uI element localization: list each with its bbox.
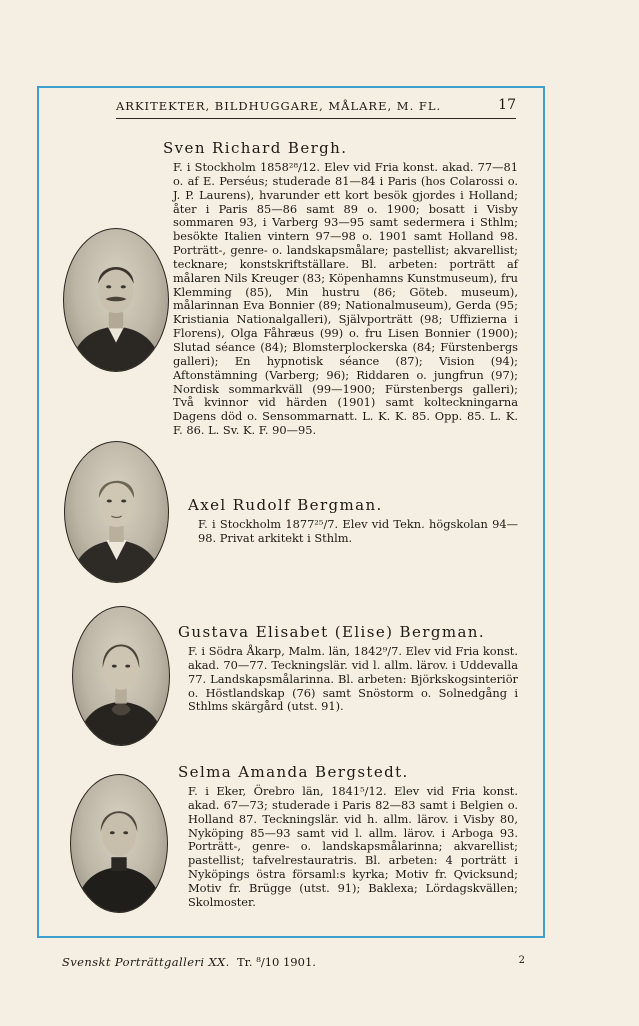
entry-name: Sven Richard Bergh. — [163, 139, 348, 157]
edition-date: Tr. ⁸/10 1901. — [237, 955, 316, 969]
portrait-selma-amanda-bergstedt-image — [71, 775, 167, 912]
portrait-sven-richard-bergh — [63, 228, 169, 372]
page-number: 17 — [498, 97, 516, 113]
entry-bio: F. i Stockholm 1877²⁵/7. Elev vid Tekn. högskolan 94—98. Privat arkitekt i Sthlm. — [198, 517, 518, 545]
portrait-sven-richard-bergh-image — [64, 229, 168, 371]
footer-publication-line — [62, 955, 316, 969]
entry-name: Selma Amanda Bergstedt. — [178, 763, 409, 781]
entry-sven-richard-bergh — [163, 139, 518, 438]
entry-bio: F. i Eker, Örebro län, 1841⁵/12. Elev vid Fria konst. akad. 67—73; studerade i Paris 82—83 samt i Belgien o. Holland 87. Teckningslär. vid h. allm. lärov. i Visby 80, Nyköping 85—93 samt vid l. allm. lärov. i Arboga 93. Porträtt-, genre- o. landskapsmålarinna; akvarellist; pastellist; tafvelrestauratris. Bl. arbeten: 4 porträtt i Nyköpings östra församl:s kyrka; Motiv fr. Qvicksund; Motiv fr. Brügge (utst. 91); Baklexa; Lördagskvällen; Skolmoster. — [188, 784, 518, 909]
entry-selma-amanda-bergstedt — [178, 763, 518, 910]
portrait-elise-bergman-image — [73, 607, 169, 745]
portrait-selma-amanda-bergstedt — [70, 774, 168, 913]
running-title: ARKITEKTER, BILDHUGGARE, MÅLARE, M. FL. — [116, 99, 442, 113]
entry-name: Axel Rudolf Bergman. — [188, 496, 383, 514]
entry-axel-rudolf-bergman — [188, 496, 518, 546]
entry-bio: F. i Södra Åkarp, Malm. län, 1842⁹/7. Elev vid Fria konst. akad. 70—77. Teckningslär. vid l. allm. lärov. i Uddevalla 77. Landskapsmålarinna. Bl. arbeten: Björkskogsinteriör o. Höstlandskap (76) samt Snöstorm o. Solnedgång i Sthlms skärgård (utst. 91). — [188, 644, 518, 714]
portrait-axel-rudolf-bergman — [64, 441, 169, 583]
sheet-number: 2 — [518, 955, 525, 966]
entry-bio: F. i Stockholm 1858²⁸/12. Elev vid Fria konst. akad. 77—81 o. af E. Perséus; studerade 81—84 i Paris (hos Colarossi o. J. P. Laurens), hvarunder ett kort besök gjordes i Holland; åter i Paris 85—86 samt 89 o. 1900; bosatt i Visby sommaren 93, i Varberg 93—95 samt sedermera i Sthlm; besökte Italien vintern 97—98 o. 1901 samt Holland 98. Porträtt-, genre- o. landskapsmålare; pastellist; akvarellist; tecknare; konstskriftställare. Bl. arbeten: porträtt af målaren Nils Kreuger (83; Köpenhamns Kunstmuseum), fru Klemming (85), Min hustru (86; Göteb. museum), målarinnan Eva Bonnier (89; Nationalmuseum), Gerda (95; Kristiania Nationalgalleri), Självporträtt (98; Uffizierna i Florens), Olga Fåhræus (99) o. fru Lisen Bonnier (1900); Slutad séance (84); Blomsterplockerska (84; Fürstenbergs galleri); En hypnotisk séance (87); Vision (94); Aftonstämning (Varberg; 96); Riddaren o. jungfrun (97); Nordisk sommarkväll (99—1900; Fürstenbergs galleri); Två kvinnor vid härden (1901) samt kolteckningarna Dagens död o. Sensommarnatt. L. K. K. 85. Opp. 85. L. K. F. 86. L. Sv. K. F. 90—95. — [173, 160, 518, 438]
entry-name: Gustava Elisabet (Elise) Bergman. — [178, 623, 486, 641]
entry-elise-bergman — [178, 623, 518, 714]
portrait-axel-rudolf-bergman-image — [65, 442, 168, 582]
portrait-elise-bergman — [72, 606, 170, 746]
publication-title: Svenskt Porträttgalleri XX. — [62, 955, 230, 969]
header-rule — [116, 118, 516, 119]
